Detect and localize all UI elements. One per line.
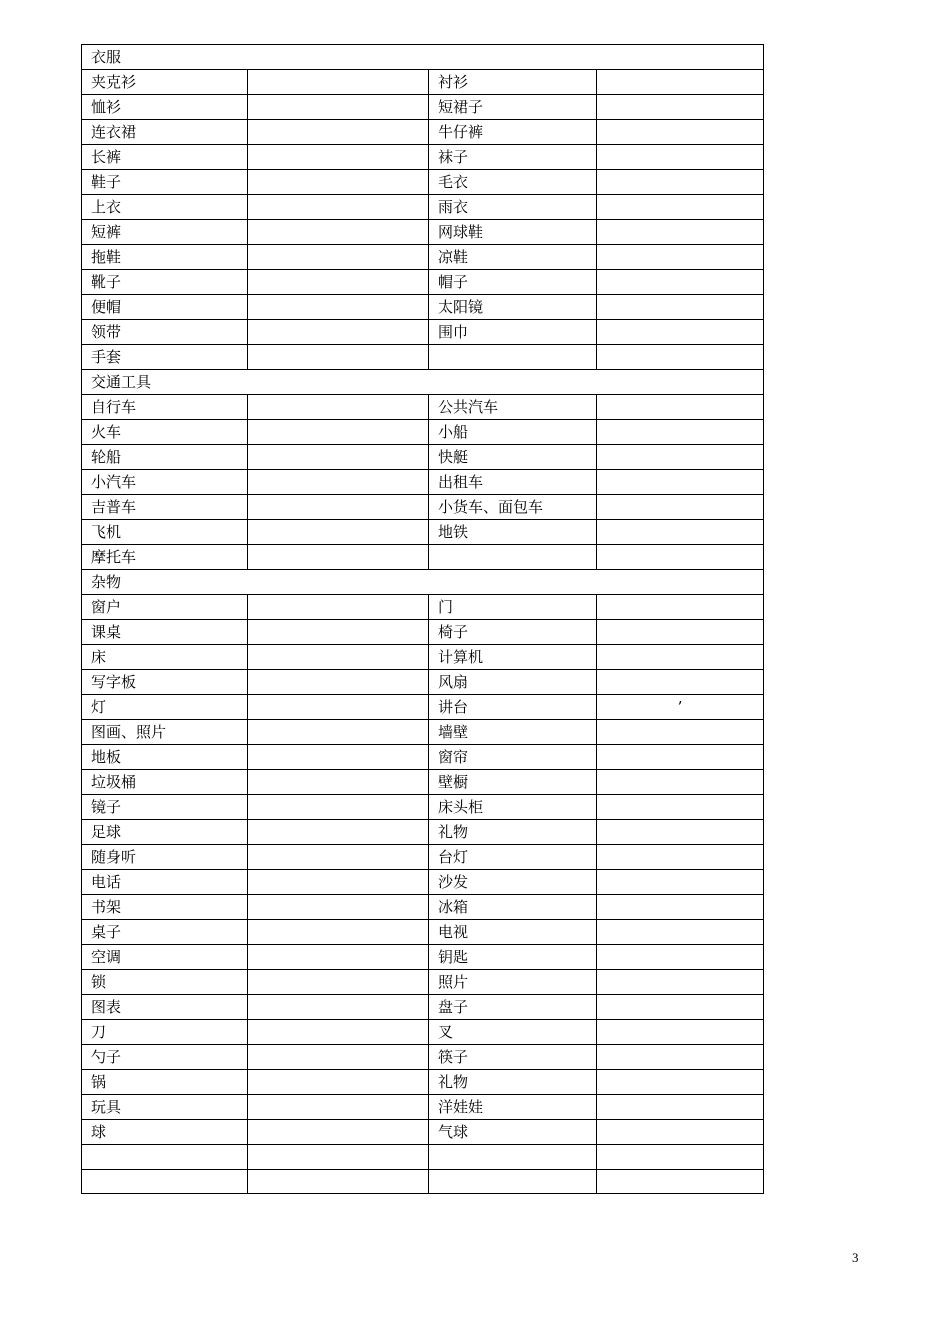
vocab-word-cell: 礼物: [429, 820, 597, 845]
translation-cell: [248, 945, 429, 970]
table-row: [82, 795, 764, 820]
vocab-word-cell: 电视: [429, 920, 597, 945]
vocab-word-cell: [429, 345, 597, 370]
translation-cell: [597, 595, 764, 620]
table-row: [82, 70, 764, 95]
table-row: [82, 1169, 764, 1194]
vocab-word-cell: 夹克衫: [82, 70, 248, 95]
vocab-word-cell: 地铁: [429, 520, 597, 545]
translation-cell: [248, 95, 429, 120]
vocab-word-cell: 照片: [429, 970, 597, 995]
vocab-word-cell: 鞋子: [82, 170, 248, 195]
translation-cell: [597, 895, 764, 920]
translation-cell: [597, 70, 764, 95]
vocab-word-cell: 小船: [429, 420, 597, 445]
table-row: [82, 620, 764, 645]
translation-cell: [597, 745, 764, 770]
translation-cell: [597, 820, 764, 845]
table-row: [82, 595, 764, 620]
translation-cell: [597, 270, 764, 295]
table-row: [82, 1045, 764, 1070]
table-row: [82, 1095, 764, 1120]
table-row: [82, 920, 764, 945]
vocab-word-cell: 电话: [82, 870, 248, 895]
translation-cell: [248, 495, 429, 520]
vocab-word-cell: 空调: [82, 945, 248, 970]
vocab-word-cell: 地板: [82, 745, 248, 770]
vocab-word-cell: 筷子: [429, 1045, 597, 1070]
vocab-word-cell: 盘子: [429, 995, 597, 1020]
table-row: [82, 220, 764, 245]
vocab-word-cell: 足球: [82, 820, 248, 845]
translation-cell: [248, 1070, 429, 1095]
vocab-word-cell: [429, 1169, 597, 1194]
translation-cell: [597, 95, 764, 120]
vocab-word-cell: 毛衣: [429, 170, 597, 195]
translation-cell: [248, 420, 429, 445]
table-row: [82, 670, 764, 695]
vocab-word-cell: 灯: [82, 695, 248, 720]
table-row: [82, 195, 764, 220]
table-row: [82, 1120, 764, 1145]
translation-cell: [248, 1020, 429, 1045]
table-row: [82, 270, 764, 295]
vocab-word-cell: 计算机: [429, 645, 597, 670]
vocab-word-cell: 图画、照片: [82, 720, 248, 745]
translation-cell: [597, 1120, 764, 1145]
vocab-word-cell: 网球鞋: [429, 220, 597, 245]
translation-cell: [597, 720, 764, 745]
table-row: [82, 120, 764, 145]
vocab-word-cell: 床: [82, 645, 248, 670]
translation-cell: [248, 845, 429, 870]
vocab-word-cell: 小汽车: [82, 470, 248, 495]
table-row: [82, 1020, 764, 1045]
vocab-word-cell: 摩托车: [82, 545, 248, 570]
translation-cell: [248, 320, 429, 345]
vocab-word-cell: [82, 1169, 248, 1194]
table-row: [82, 145, 764, 170]
translation-cell: [248, 1095, 429, 1120]
vocab-word-cell: 课桌: [82, 620, 248, 645]
translation-cell: [597, 670, 764, 695]
vocabulary-table-body: [82, 45, 764, 1194]
vocab-word-cell: 吉普车: [82, 495, 248, 520]
translation-cell: [597, 470, 764, 495]
vocab-word-cell: [82, 1145, 248, 1170]
translation-cell: [248, 170, 429, 195]
section-header-row: [82, 370, 764, 395]
vocab-word-cell: 墙壁: [429, 720, 597, 745]
translation-cell: [248, 970, 429, 995]
translation-cell: [248, 345, 429, 370]
vocab-word-cell: 叉: [429, 1020, 597, 1045]
translation-cell: [597, 395, 764, 420]
translation-cell: [597, 620, 764, 645]
vocab-word-cell: [429, 545, 597, 570]
vocab-word-cell: 围巾: [429, 320, 597, 345]
vocab-word-cell: 床头柜: [429, 795, 597, 820]
table-row: [82, 645, 764, 670]
vocabulary-table: [81, 44, 764, 1194]
vocab-word-cell: 火车: [82, 420, 248, 445]
vocab-word-cell: 长裤: [82, 145, 248, 170]
translation-cell: [248, 395, 429, 420]
table-row: [82, 95, 764, 120]
table-row: [82, 945, 764, 970]
vocab-word-cell: 拖鞋: [82, 245, 248, 270]
vocab-word-cell: 窗帘: [429, 745, 597, 770]
vocab-word-cell: 桌子: [82, 920, 248, 945]
vocab-word-cell: 恤衫: [82, 95, 248, 120]
table-row: [82, 895, 764, 920]
translation-cell: [248, 1120, 429, 1145]
table-row: [82, 245, 764, 270]
translation-cell: [597, 1169, 764, 1194]
translation-cell: [248, 670, 429, 695]
translation-cell: [597, 295, 764, 320]
translation-cell: [248, 70, 429, 95]
translation-cell: [597, 195, 764, 220]
translation-cell: [248, 145, 429, 170]
vocab-word-cell: 图表: [82, 995, 248, 1020]
vocab-word-cell: 窗户: [82, 595, 248, 620]
translation-cell: [597, 945, 764, 970]
table-row: [82, 545, 764, 570]
table-row: [82, 720, 764, 745]
section-title: 衣服: [82, 45, 764, 70]
translation-cell: [597, 995, 764, 1020]
vocab-word-cell: 帽子: [429, 270, 597, 295]
table-row: [82, 445, 764, 470]
vocab-word-cell: 刀: [82, 1020, 248, 1045]
table-row: [82, 295, 764, 320]
vocab-word-cell: 快艇: [429, 445, 597, 470]
vocab-word-cell: 出租车: [429, 470, 597, 495]
vocab-word-cell: 短裤: [82, 220, 248, 245]
vocab-word-cell: 壁橱: [429, 770, 597, 795]
translation-cell: [248, 920, 429, 945]
translation-cell: [597, 645, 764, 670]
translation-cell: [248, 595, 429, 620]
translation-cell: ’: [597, 695, 764, 720]
vocab-word-cell: 冰箱: [429, 895, 597, 920]
translation-cell: [597, 1070, 764, 1095]
table-row: [82, 345, 764, 370]
vocab-word-cell: 雨衣: [429, 195, 597, 220]
vocab-word-cell: 球: [82, 1120, 248, 1145]
translation-cell: [597, 245, 764, 270]
translation-cell: [597, 1145, 764, 1170]
section-header-row: [82, 45, 764, 70]
table-row: [82, 420, 764, 445]
translation-cell: [597, 870, 764, 895]
translation-cell: [248, 120, 429, 145]
vocab-word-cell: 袜子: [429, 145, 597, 170]
translation-cell: [597, 1020, 764, 1045]
table-row: [82, 770, 764, 795]
translation-cell: [597, 970, 764, 995]
table-row: [82, 170, 764, 195]
vocab-word-cell: 锁: [82, 970, 248, 995]
translation-cell: [597, 920, 764, 945]
translation-cell: [248, 1145, 429, 1170]
table-row: [82, 495, 764, 520]
translation-cell: [248, 770, 429, 795]
translation-cell: [248, 895, 429, 920]
translation-cell: [597, 320, 764, 345]
translation-cell: [597, 445, 764, 470]
translation-cell: [248, 995, 429, 1020]
table-row: [82, 820, 764, 845]
translation-cell: [248, 620, 429, 645]
vocab-word-cell: 沙发: [429, 870, 597, 895]
translation-cell: [248, 195, 429, 220]
vocab-word-cell: [429, 1145, 597, 1170]
translation-cell: [248, 520, 429, 545]
vocab-word-cell: 连衣裙: [82, 120, 248, 145]
translation-cell: [597, 795, 764, 820]
vocab-word-cell: 写字板: [82, 670, 248, 695]
table-row: [82, 1145, 764, 1170]
vocab-word-cell: 领带: [82, 320, 248, 345]
translation-cell: [248, 720, 429, 745]
vocab-word-cell: 上衣: [82, 195, 248, 220]
translation-cell: [248, 795, 429, 820]
vocab-word-cell: 衬衫: [429, 70, 597, 95]
vocab-word-cell: 短裙子: [429, 95, 597, 120]
vocab-word-cell: 礼物: [429, 1070, 597, 1095]
page-number: 3: [852, 1250, 859, 1265]
vocab-word-cell: 靴子: [82, 270, 248, 295]
table-row: [82, 870, 764, 895]
vocab-word-cell: 玩具: [82, 1095, 248, 1120]
vocab-word-cell: 台灯: [429, 845, 597, 870]
translation-cell: [248, 295, 429, 320]
vocab-word-cell: 椅子: [429, 620, 597, 645]
table-row: [82, 470, 764, 495]
vocab-word-cell: 风扇: [429, 670, 597, 695]
vocab-word-cell: 轮船: [82, 445, 248, 470]
translation-cell: [248, 545, 429, 570]
vocab-word-cell: 随身听: [82, 845, 248, 870]
table-row: [82, 1070, 764, 1095]
section-header-row: [82, 570, 764, 595]
vocab-word-cell: 门: [429, 595, 597, 620]
translation-cell: [248, 270, 429, 295]
translation-cell: [597, 770, 764, 795]
translation-cell: [597, 520, 764, 545]
vocab-word-cell: 讲台: [429, 695, 597, 720]
table-row: [82, 520, 764, 545]
vocab-word-cell: 小货车、面包车: [429, 495, 597, 520]
table-row: [82, 845, 764, 870]
vocab-word-cell: 镜子: [82, 795, 248, 820]
translation-cell: [597, 170, 764, 195]
translation-cell: [597, 845, 764, 870]
translation-cell: [248, 695, 429, 720]
vocab-word-cell: 书架: [82, 895, 248, 920]
translation-cell: [248, 745, 429, 770]
table-row: [82, 970, 764, 995]
vocab-word-cell: 垃圾桶: [82, 770, 248, 795]
translation-cell: [248, 870, 429, 895]
translation-cell: [248, 445, 429, 470]
translation-cell: [248, 220, 429, 245]
table-row: [82, 320, 764, 345]
table-row: [82, 745, 764, 770]
translation-cell: [248, 245, 429, 270]
translation-cell: [597, 220, 764, 245]
translation-cell: [597, 345, 764, 370]
table-row: [82, 695, 764, 720]
vocab-word-cell: 洋娃娃: [429, 1095, 597, 1120]
vocab-word-cell: 太阳镜: [429, 295, 597, 320]
section-title: 杂物: [82, 570, 764, 595]
vocab-word-cell: 飞机: [82, 520, 248, 545]
vocab-word-cell: 锅: [82, 1070, 248, 1095]
translation-cell: [597, 495, 764, 520]
table-row: [82, 995, 764, 1020]
translation-cell: [597, 120, 764, 145]
vocab-word-cell: 手套: [82, 345, 248, 370]
vocab-word-cell: 自行车: [82, 395, 248, 420]
translation-cell: [597, 145, 764, 170]
translation-cell: [248, 1045, 429, 1070]
translation-cell: [597, 1095, 764, 1120]
vocab-word-cell: 勺子: [82, 1045, 248, 1070]
translation-cell: [597, 545, 764, 570]
translation-cell: [248, 820, 429, 845]
vocab-word-cell: 牛仔裤: [429, 120, 597, 145]
section-title: 交通工具: [82, 370, 764, 395]
vocab-word-cell: 气球: [429, 1120, 597, 1145]
translation-cell: [597, 420, 764, 445]
vocab-word-cell: 钥匙: [429, 945, 597, 970]
table-row: [82, 395, 764, 420]
vocab-word-cell: 公共汽车: [429, 395, 597, 420]
translation-cell: [248, 645, 429, 670]
vocab-word-cell: 凉鞋: [429, 245, 597, 270]
translation-cell: [597, 1045, 764, 1070]
vocab-word-cell: 便帽: [82, 295, 248, 320]
translation-cell: [248, 1169, 429, 1194]
translation-cell: [248, 470, 429, 495]
